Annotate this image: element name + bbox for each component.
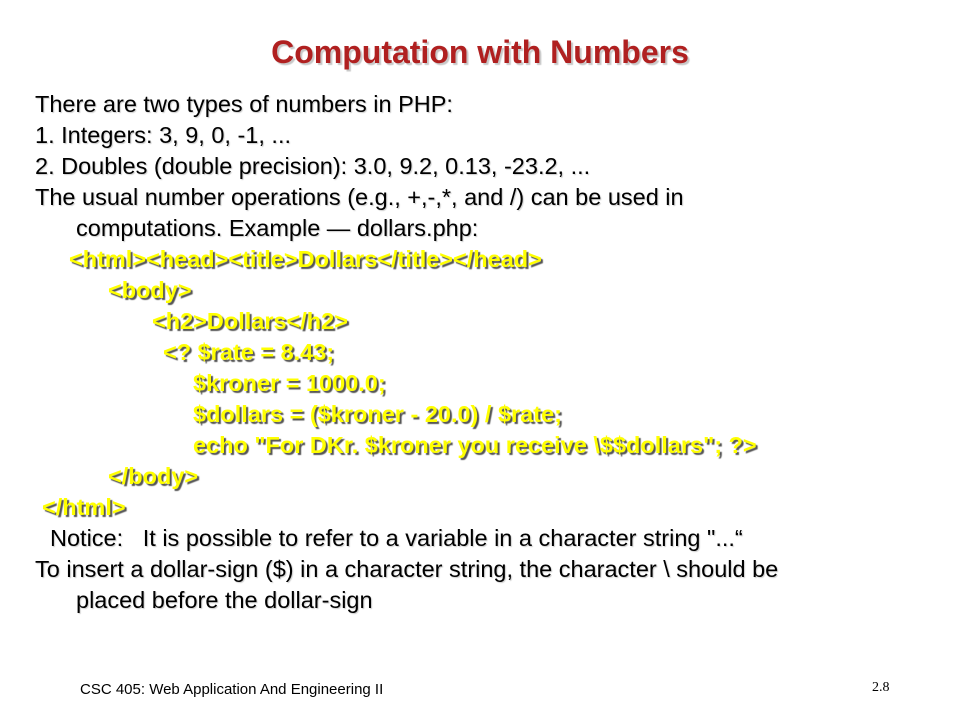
doubles-item: 2. Doubles (double precision): 3.0, 9.2, 0.13, -23.2, ... bbox=[35, 153, 591, 179]
code-php-line4: echo "For DKr. $kroner you receive \$$dollars"; ?> bbox=[193, 432, 757, 458]
footer-course: CSC 405: Web Application And Engineering II bbox=[80, 681, 384, 698]
code-html-open: <html> bbox=[69, 246, 147, 272]
code-php-line1: <? $rate = 8.43; bbox=[163, 339, 335, 365]
code-body-close-line bbox=[108, 460, 198, 492]
page-number: 2.8 bbox=[872, 680, 890, 695]
code-php-line3: $dollars = ($kroner - 20.0) / $rate; bbox=[193, 401, 562, 427]
intro-text: There are two types of numbers in PHP: bbox=[35, 91, 453, 117]
code-h2-line bbox=[152, 305, 348, 337]
code-body-open-line bbox=[108, 274, 192, 306]
code-title-text: Dollars bbox=[297, 246, 378, 272]
dollar-sign-text-line2: placed before the dollar-sign bbox=[76, 587, 373, 613]
integers-item: 1. Integers: 3, 9, 0, -1, ... bbox=[35, 122, 292, 148]
operations-text-line1: The usual number operations (e.g., +,-,*, and /) can be used in bbox=[35, 184, 684, 210]
code-head-close: </head> bbox=[453, 246, 542, 272]
slide-title: Computation with Numbers bbox=[271, 34, 689, 70]
code-h2-text: Dollars bbox=[206, 308, 287, 334]
code-h2-close: </h2> bbox=[286, 308, 348, 334]
code-h2-open: <h2> bbox=[152, 308, 207, 334]
code-html-close: </html> bbox=[42, 494, 126, 520]
code-html-close-line bbox=[42, 491, 126, 523]
operations-text-line2: computations. Example — dollars.php: bbox=[76, 215, 479, 241]
code-title-close: </title> bbox=[377, 246, 454, 272]
code-php-line2: $kroner = 1000.0; bbox=[193, 370, 386, 396]
code-title-open: <title> bbox=[228, 246, 298, 272]
dollar-sign-text-line1: To insert a dollar-sign ($) in a character string, the character \ should be bbox=[35, 556, 779, 582]
code-body-close: </body> bbox=[108, 463, 199, 489]
code-body-open: <body> bbox=[108, 277, 192, 303]
code-html-head-line bbox=[69, 243, 542, 275]
notice-text: Notice: It is possible to refer to a variable in a character string "...“ bbox=[50, 525, 743, 551]
code-head-open: <head> bbox=[146, 246, 229, 272]
